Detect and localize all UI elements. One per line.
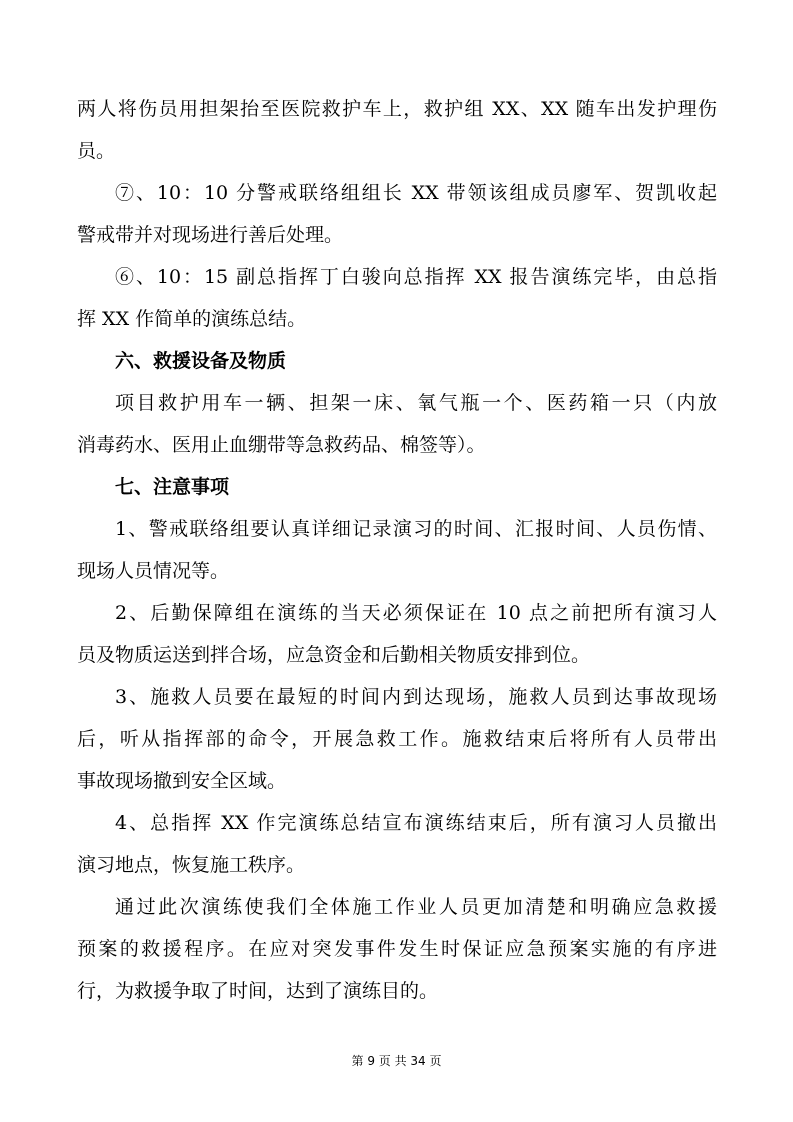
body-text-line: 演习地点，恢复施工秩序。 (77, 854, 306, 876)
page-number-footer: 第 9 页 共 34 页 (351, 1054, 442, 1068)
section-heading-equipment: 六、救援设备及物质 (115, 350, 287, 372)
document-body (77, 88, 717, 1012)
body-text-line: 1、警戒联络组要认真详细记录演习的时间、汇报时间、人员伤情、 (115, 518, 717, 540)
body-text-line: 员及物质运送到拌合场，应急资金和后勤相关物质安排到位。 (77, 644, 591, 666)
body-text-line: 项目救护用车一辆、担架一床、氧气瓶一个、医药箱一只（内放 (115, 392, 717, 414)
body-text-line: 通过此次演练使我们全体施工作业人员更加清楚和明确应急救援 (115, 896, 717, 918)
body-text-line: 两人将伤员用担架抬至医院救护车上，救护组 XX、XX 随车出发护理伤 (77, 98, 717, 120)
body-text-line: 3、施救人员要在最短的时间内到达现场，施救人员到达事故现场 (115, 686, 717, 708)
body-text-line: ⑦、10：10 分警戒联络组组长 XX 带领该组成员廖军、贺凯收起 (115, 182, 717, 204)
body-text-line: 行，为救援争取了时间，达到了演练目的。 (77, 980, 439, 1002)
body-text-line: 4、总指挥 XX 作完演练总结宣布演练结束后，所有演习人员撤出 (115, 812, 717, 834)
body-text-line: 后，听从指挥部的命令，开展急救工作。施救结束后将所有人员带出 (77, 728, 717, 750)
body-text-line: 2、后勤保障组在演练的当天必须保证在 10 点之前把所有演习人 (115, 602, 717, 624)
body-text-line: ⑥、10：15 副总指挥丁白骏向总指挥 XX 报告演练完毕，由总指 (115, 266, 717, 288)
body-text-line: 员。 (77, 140, 116, 162)
body-text-line: 消毒药水、医用止血绷带等急救药品、棉签等）。 (77, 434, 486, 456)
body-text-line: 现场人员情况等。 (77, 560, 230, 582)
body-text-line: 警戒带并对现场进行善后处理。 (77, 224, 344, 246)
section-heading-notes: 七、注意事项 (115, 476, 230, 498)
body-text-line: 挥 XX 作简单的演练总结。 (77, 308, 307, 330)
body-text-line: 预案的救援程序。在应对突发事件发生时保证应急预案实施的有序进 (77, 938, 717, 960)
body-text-line: 事故现场撤到安全区域。 (77, 770, 287, 792)
